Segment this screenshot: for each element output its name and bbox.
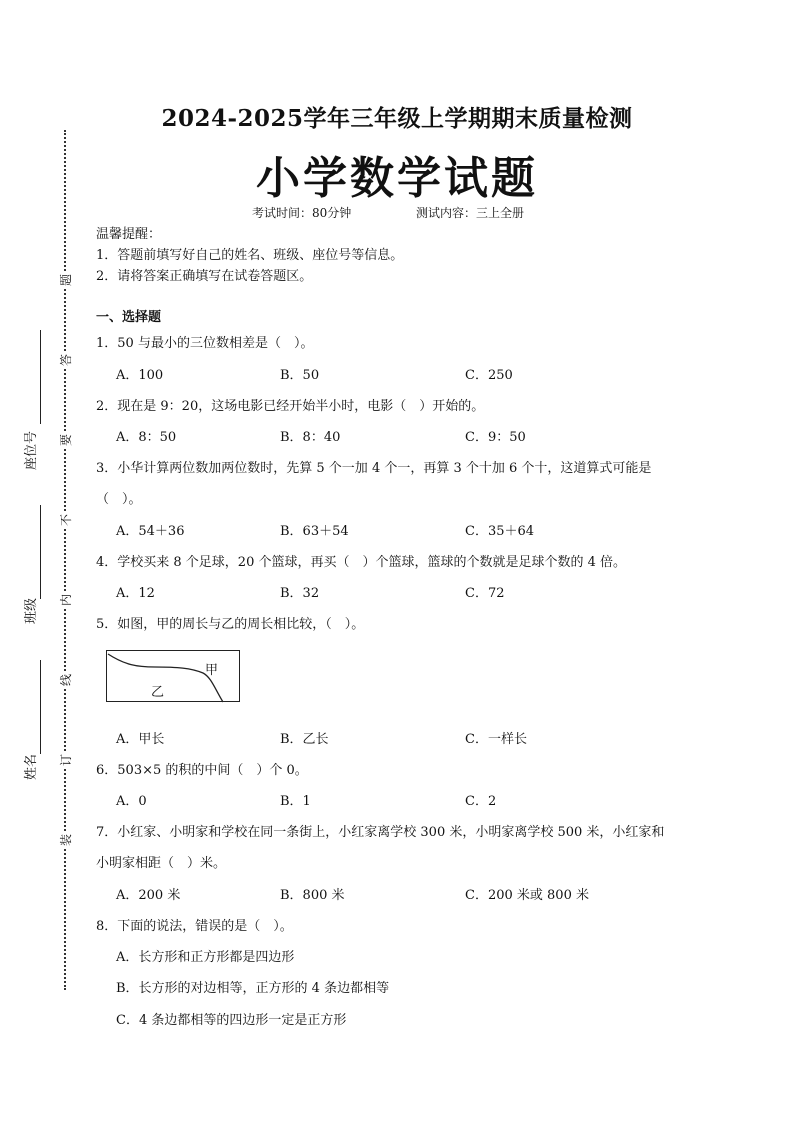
question-stem-continued: （ ）。 bbox=[96, 492, 142, 507]
tip-item: 2．请将答案正确填写在试卷答题区。 bbox=[96, 269, 313, 284]
option-b[interactable]: B．乙长 bbox=[280, 732, 329, 747]
figure-label-jia: 甲 bbox=[205, 663, 219, 678]
class-field[interactable] bbox=[40, 505, 41, 599]
option-c[interactable]: C．一样长 bbox=[465, 732, 527, 747]
binding-char: 订 bbox=[59, 754, 73, 767]
option-b[interactable]: B．长方形的对边相等，正方形的 4 条边都相等 bbox=[116, 981, 390, 996]
exam-time: 考试时间：80分钟 bbox=[252, 206, 352, 220]
question-stem: 3．小华计算两位数加两位数时，先算 5 个一加 4 个一，再算 3 个十加 6 个十，这道算式可能是 bbox=[96, 461, 652, 476]
option-b[interactable]: B．50 bbox=[280, 368, 320, 383]
option-c[interactable]: C．200 米或 800 米 bbox=[465, 888, 589, 903]
option-c[interactable]: C．2 bbox=[465, 794, 497, 809]
question-stem: 4．学校买来 8 个足球，20 个篮球，再买（ ）个篮球，篮球的个数就是足球个数的 4 倍。 bbox=[96, 555, 627, 570]
seat-number-label: 座位号 bbox=[24, 430, 39, 470]
option-c[interactable]: C．35＋64 bbox=[465, 524, 535, 539]
exam-main-title: 小学数学试题 bbox=[256, 153, 538, 204]
question-stem: 5．如图，甲的周长与乙的周长相比较，（ ）。 bbox=[96, 617, 365, 632]
option-a[interactable]: A．12 bbox=[116, 586, 155, 601]
option-a[interactable]: A．200 米 bbox=[116, 888, 181, 903]
section-title: 一、选择题 bbox=[96, 310, 162, 325]
binding-dotted-line bbox=[64, 130, 66, 990]
option-c[interactable]: C．4 条边都相等的四边形一定是正方形 bbox=[116, 1013, 347, 1028]
option-a[interactable]: A．长方形和正方形都是四边形 bbox=[116, 950, 295, 965]
figure-label-yi: 乙 bbox=[151, 685, 165, 700]
binding-char: 线 bbox=[59, 674, 73, 687]
option-a[interactable]: A．甲长 bbox=[116, 732, 165, 747]
binding-char: 内 bbox=[59, 594, 73, 607]
class-label: 班级 bbox=[24, 597, 39, 624]
binding-char: 要 bbox=[59, 434, 73, 447]
question-stem-continued: 小明家相距（ ）米。 bbox=[96, 856, 227, 871]
option-c[interactable]: C．72 bbox=[465, 586, 505, 601]
option-c[interactable]: C．250 bbox=[465, 368, 513, 383]
binding-char: 装 bbox=[59, 834, 73, 847]
option-b[interactable]: B．1 bbox=[280, 794, 311, 809]
dividing-curve-icon bbox=[107, 651, 241, 703]
question-stem: 6．503×5 的积的中间（ ）个 0。 bbox=[96, 763, 308, 778]
question-stem: 8．下面的说法，错误的是（ ）。 bbox=[96, 919, 293, 934]
option-a[interactable]: A．0 bbox=[116, 794, 147, 809]
option-b[interactable]: B．800 米 bbox=[280, 888, 345, 903]
option-b[interactable]: B．8：40 bbox=[280, 430, 341, 445]
option-a[interactable]: A．8：50 bbox=[116, 430, 177, 445]
name-label: 姓名 bbox=[24, 753, 39, 780]
name-field[interactable] bbox=[40, 660, 41, 754]
question-stem: 7．小红家、小明家和学校在同一条街上，小红家离学校 300 米，小明家离学校 500 米，小红家和 bbox=[96, 825, 665, 840]
option-a[interactable]: A．100 bbox=[116, 368, 164, 383]
question-stem: 2．现在是 9：20，这场电影已经开始半小时，电影（ ）开始的。 bbox=[96, 399, 485, 414]
exam-header-title: 2024-2025学年三年级上学期期末质量检测 bbox=[161, 105, 633, 132]
binding-char: 题 bbox=[59, 274, 73, 287]
seat-number-field[interactable] bbox=[40, 330, 41, 424]
exam-content: 测试内容：三上全册 bbox=[416, 206, 525, 220]
tip-item: 1．答题前填写好自己的姓名、班级、座位号等信息。 bbox=[96, 248, 404, 263]
binding-char: 答 bbox=[59, 354, 73, 367]
option-b[interactable]: B．63＋54 bbox=[280, 524, 349, 539]
option-a[interactable]: A．54＋36 bbox=[116, 524, 185, 539]
tips-heading: 温馨提醒： bbox=[96, 227, 162, 242]
question-stem: 1．50 与最小的三位数相差是（ ）。 bbox=[96, 336, 314, 351]
option-b[interactable]: B．32 bbox=[280, 586, 320, 601]
binding-char: 不 bbox=[59, 514, 73, 527]
option-c[interactable]: C．9：50 bbox=[465, 430, 526, 445]
perimeter-figure bbox=[106, 650, 240, 702]
